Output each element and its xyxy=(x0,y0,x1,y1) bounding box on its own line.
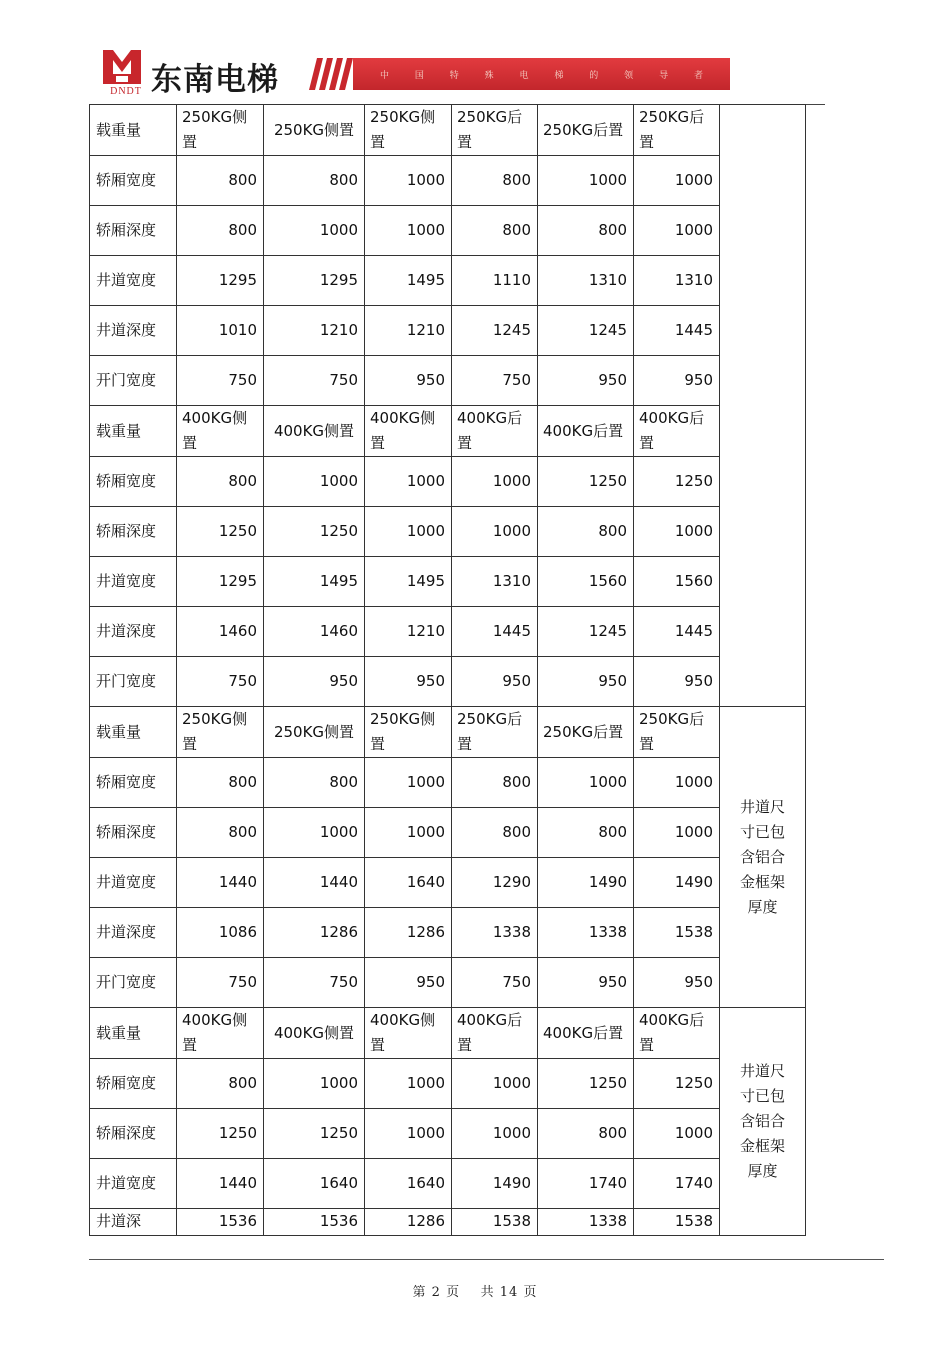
dimension-cell: 950 xyxy=(365,958,452,1008)
dimension-cell: 1000 xyxy=(634,1109,720,1159)
note-line: 含铝合 xyxy=(739,1112,785,1130)
dimension-cell: 1295 xyxy=(264,256,365,306)
dimension-cell: 1000 xyxy=(452,457,538,507)
row-label: 开门宽度 xyxy=(90,657,177,707)
note-cell-empty xyxy=(720,406,806,707)
row-label: 轿厢宽度 xyxy=(90,457,177,507)
table-row xyxy=(90,1159,806,1209)
load-config-cell: 250KG后置 xyxy=(452,707,538,758)
table-row xyxy=(90,356,806,406)
dimension-cell: 1740 xyxy=(538,1159,634,1209)
dimension-cell: 1000 xyxy=(634,808,720,858)
shaft-note xyxy=(720,1008,806,1236)
dimension-cell: 1495 xyxy=(365,256,452,306)
dimension-cell: 1538 xyxy=(634,1209,720,1236)
dimension-cell: 1250 xyxy=(634,1059,720,1109)
row-label: 井道宽度 xyxy=(90,256,177,306)
load-config-cell: 400KG后置 xyxy=(452,1008,538,1059)
slash-stripes-icon xyxy=(303,58,355,94)
load-header-row xyxy=(90,105,806,156)
dimension-cell: 950 xyxy=(264,657,365,707)
dimension-cell: 1440 xyxy=(177,1159,264,1209)
dimension-cell: 1286 xyxy=(365,1209,452,1236)
load-config-cell: 250KG后置 xyxy=(634,105,720,156)
dimension-cell: 800 xyxy=(177,808,264,858)
load-config-cell: 400KG侧置 xyxy=(365,1008,452,1059)
total-unit: 页 xyxy=(523,1285,538,1300)
table-row xyxy=(90,1059,806,1109)
dimension-cell: 1445 xyxy=(634,306,720,356)
load-config-cell: 250KG侧置 xyxy=(177,707,264,758)
note-line: 厚度 xyxy=(747,1162,778,1180)
letterhead xyxy=(95,40,735,102)
load-header-row xyxy=(90,406,806,457)
note-line: 厚度 xyxy=(747,897,778,916)
slogan-char: 梯 xyxy=(554,70,564,81)
row-label: 井道深度 xyxy=(90,908,177,958)
dimension-cell: 800 xyxy=(538,808,634,858)
dimension-cell: 800 xyxy=(264,156,365,206)
dimension-cell: 1245 xyxy=(538,306,634,356)
dimension-cell: 1210 xyxy=(365,607,452,657)
dimension-cell: 750 xyxy=(177,657,264,707)
dimension-cell: 800 xyxy=(538,507,634,557)
dimension-cell: 800 xyxy=(177,1059,264,1109)
load-config-cell: 400KG侧置 xyxy=(264,406,365,457)
dimension-cell: 1440 xyxy=(177,858,264,908)
table-row xyxy=(90,908,806,958)
total-pages: 14 xyxy=(499,1285,519,1300)
row-label: 井道宽度 xyxy=(90,557,177,607)
row-label: 载重量 xyxy=(90,1008,177,1059)
footer-divider xyxy=(89,1259,884,1260)
dimension-cell: 1000 xyxy=(365,808,452,858)
dimension-cell: 750 xyxy=(452,958,538,1008)
slogan-char: 者 xyxy=(693,70,703,81)
dimension-cell: 1440 xyxy=(264,858,365,908)
load-config-cell: 250KG后置 xyxy=(538,105,634,156)
dimension-cell: 750 xyxy=(177,958,264,1008)
dimension-cell: 1000 xyxy=(452,1059,538,1109)
row-label: 井道深度 xyxy=(90,607,177,657)
dimension-cell: 1640 xyxy=(365,1159,452,1209)
dimension-cell: 1295 xyxy=(177,557,264,607)
table-row xyxy=(90,507,806,557)
dimension-cell: 1000 xyxy=(365,1109,452,1159)
slogan-banner xyxy=(353,58,730,90)
table-row xyxy=(90,607,806,657)
dimension-cell: 1295 xyxy=(177,256,264,306)
dimension-cell: 800 xyxy=(538,1109,634,1159)
table-row xyxy=(90,657,806,707)
dimension-cell: 800 xyxy=(452,758,538,808)
load-config-cell: 400KG侧置 xyxy=(365,406,452,457)
dimension-cell: 950 xyxy=(365,657,452,707)
dimension-cell: 1000 xyxy=(365,758,452,808)
shaft-note xyxy=(720,707,806,1008)
dimension-cell: 1000 xyxy=(264,1059,365,1109)
total-label: 共 xyxy=(480,1285,495,1300)
dimension-cell: 1538 xyxy=(634,908,720,958)
dimension-cell: 1000 xyxy=(264,457,365,507)
dimension-cell: 1000 xyxy=(365,1059,452,1109)
dimension-cell: 950 xyxy=(538,958,634,1008)
slogan-char: 电 xyxy=(519,70,529,81)
dimension-cell: 1560 xyxy=(538,557,634,607)
row-label: 轿厢宽度 xyxy=(90,1059,177,1109)
slogan-char: 中 xyxy=(379,70,389,81)
table-row xyxy=(90,306,806,356)
dimension-cell: 950 xyxy=(452,657,538,707)
dimension-cell: 1490 xyxy=(538,858,634,908)
page-unit: 页 xyxy=(446,1285,461,1300)
load-config-cell: 400KG后置 xyxy=(634,406,720,457)
load-config-cell: 400KG后置 xyxy=(538,1008,634,1059)
dimension-cell: 1000 xyxy=(538,758,634,808)
dimension-cell: 1210 xyxy=(264,306,365,356)
dimension-cell: 1086 xyxy=(177,908,264,958)
dimension-cell: 1286 xyxy=(264,908,365,958)
load-config-cell: 400KG后置 xyxy=(634,1008,720,1059)
dimension-cell: 1250 xyxy=(177,1109,264,1159)
row-label: 轿厢深度 xyxy=(90,507,177,557)
page-number: 2 xyxy=(431,1285,441,1300)
dimension-cell: 1445 xyxy=(634,607,720,657)
dimension-cell: 1110 xyxy=(452,256,538,306)
load-config-cell: 400KG侧置 xyxy=(264,1008,365,1059)
dimension-cell: 1310 xyxy=(452,557,538,607)
load-config-cell: 400KG后置 xyxy=(538,406,634,457)
table-row xyxy=(90,1209,806,1236)
dimension-cell: 800 xyxy=(452,156,538,206)
dimension-cell: 800 xyxy=(452,808,538,858)
dimension-cell: 1000 xyxy=(365,507,452,557)
logo-subtitle: DNDT xyxy=(110,86,142,97)
dimension-cell: 750 xyxy=(452,356,538,406)
load-config-cell: 250KG后置 xyxy=(634,707,720,758)
dimension-cell: 950 xyxy=(634,356,720,406)
dimension-cell: 1310 xyxy=(538,256,634,306)
dimension-cell: 1640 xyxy=(264,1159,365,1209)
dimension-cell: 950 xyxy=(538,657,634,707)
slogan-char: 殊 xyxy=(484,70,494,81)
row-label: 开门宽度 xyxy=(90,356,177,406)
dimension-cell: 1000 xyxy=(538,156,634,206)
dimension-cell: 1445 xyxy=(452,607,538,657)
table-row xyxy=(90,958,806,1008)
row-label: 载重量 xyxy=(90,406,177,457)
row-label: 载重量 xyxy=(90,105,177,156)
slogan-char: 特 xyxy=(449,70,459,81)
table-row xyxy=(90,156,806,206)
dimension-cell: 1250 xyxy=(177,507,264,557)
dimension-cell: 1000 xyxy=(634,156,720,206)
dimension-cell: 800 xyxy=(264,758,365,808)
row-label: 井道宽度 xyxy=(90,1159,177,1209)
note-line: 寸已包 xyxy=(739,1087,785,1105)
page-label: 第 xyxy=(412,1285,427,1300)
dimension-cell: 1460 xyxy=(264,607,365,657)
dimension-cell: 950 xyxy=(365,356,452,406)
dimension-cell: 800 xyxy=(177,156,264,206)
table-row xyxy=(90,858,806,908)
dimension-cell: 1536 xyxy=(264,1209,365,1236)
table-row xyxy=(90,206,806,256)
row-label: 轿厢深度 xyxy=(90,808,177,858)
dimension-cell: 750 xyxy=(264,356,365,406)
load-header-row xyxy=(90,707,806,758)
dimension-cell: 800 xyxy=(177,758,264,808)
dimension-cell: 1495 xyxy=(365,557,452,607)
load-config-cell: 250KG后置 xyxy=(538,707,634,758)
row-label: 轿厢宽度 xyxy=(90,758,177,808)
dimension-cell: 1338 xyxy=(538,908,634,958)
note-line: 井道尺 xyxy=(739,1062,785,1080)
dimension-cell: 1000 xyxy=(365,206,452,256)
dimension-cell: 1286 xyxy=(365,908,452,958)
load-config-cell: 250KG侧置 xyxy=(177,105,264,156)
table-row xyxy=(90,1109,806,1159)
table-row xyxy=(90,758,806,808)
row-label: 轿厢深度 xyxy=(90,206,177,256)
slogan-char: 的 xyxy=(589,70,599,81)
table-row xyxy=(90,808,806,858)
dimension-cell: 1740 xyxy=(634,1159,720,1209)
row-label: 井道宽度 xyxy=(90,858,177,908)
dimension-cell: 1000 xyxy=(264,206,365,256)
dimension-cell: 800 xyxy=(177,457,264,507)
dimension-cell: 1245 xyxy=(538,607,634,657)
slogan-text xyxy=(353,58,730,90)
note-line: 金框架 xyxy=(739,872,785,891)
table-row xyxy=(90,557,806,607)
load-config-cell: 250KG后置 xyxy=(452,105,538,156)
dimension-cell: 1250 xyxy=(538,457,634,507)
dimension-cell: 1000 xyxy=(365,457,452,507)
load-config-cell: 400KG侧置 xyxy=(177,406,264,457)
elevator-spec-table xyxy=(89,104,806,1236)
dimension-cell: 1000 xyxy=(452,507,538,557)
dimension-cell: 1338 xyxy=(538,1209,634,1236)
note-line: 井道尺 xyxy=(739,797,785,816)
dimension-cell: 800 xyxy=(177,206,264,256)
dimension-cell: 1000 xyxy=(264,808,365,858)
dimension-cell: 1538 xyxy=(452,1209,538,1236)
dimension-cell: 1490 xyxy=(452,1159,538,1209)
dimension-cell: 950 xyxy=(634,958,720,1008)
dimension-cell: 1250 xyxy=(634,457,720,507)
dimension-cell: 750 xyxy=(264,958,365,1008)
dimension-cell: 1250 xyxy=(538,1059,634,1109)
note-line: 寸已包 xyxy=(739,822,785,841)
load-config-cell: 250KG侧置 xyxy=(365,707,452,758)
load-config-cell: 250KG侧置 xyxy=(264,707,365,758)
dimension-cell: 1000 xyxy=(634,206,720,256)
note-line: 金框架 xyxy=(739,1137,785,1155)
dimension-cell: 1495 xyxy=(264,557,365,607)
row-label: 轿厢宽度 xyxy=(90,156,177,206)
dimension-cell: 1460 xyxy=(177,607,264,657)
load-header-row xyxy=(90,1008,806,1059)
dimension-cell: 1250 xyxy=(264,507,365,557)
brand-name: 东南电梯 xyxy=(151,62,279,98)
dimension-cell: 1250 xyxy=(264,1109,365,1159)
load-config-cell: 250KG侧置 xyxy=(264,105,365,156)
dimension-cell: 1338 xyxy=(452,908,538,958)
table-row xyxy=(90,457,806,507)
load-config-cell: 400KG后置 xyxy=(452,406,538,457)
slogan-char: 国 xyxy=(414,70,424,81)
note-cell-empty xyxy=(720,105,806,406)
dimension-cell: 1536 xyxy=(177,1209,264,1236)
load-config-cell: 400KG侧置 xyxy=(177,1008,264,1059)
dimension-cell: 750 xyxy=(177,356,264,406)
row-label: 井道深度 xyxy=(90,306,177,356)
row-label: 井道深 xyxy=(90,1209,177,1236)
dimension-cell: 1210 xyxy=(365,306,452,356)
dimension-cell: 1290 xyxy=(452,858,538,908)
row-label: 载重量 xyxy=(90,707,177,758)
row-label: 轿厢深度 xyxy=(90,1109,177,1159)
row-label: 开门宽度 xyxy=(90,958,177,1008)
note-line: 含铝合 xyxy=(739,847,785,866)
dimension-cell: 1245 xyxy=(452,306,538,356)
table-row xyxy=(90,256,806,306)
dimension-cell: 950 xyxy=(538,356,634,406)
dimension-cell: 1010 xyxy=(177,306,264,356)
dimension-cell: 1310 xyxy=(634,256,720,306)
load-config-cell: 250KG侧置 xyxy=(365,105,452,156)
dimension-cell: 1560 xyxy=(634,557,720,607)
dimension-cell: 1640 xyxy=(365,858,452,908)
dimension-cell: 1000 xyxy=(452,1109,538,1159)
dimension-cell: 950 xyxy=(634,657,720,707)
slogan-char: 导 xyxy=(659,70,669,81)
dimension-cell: 1000 xyxy=(634,507,720,557)
dimension-cell: 1000 xyxy=(365,156,452,206)
dimension-cell: 1490 xyxy=(634,858,720,908)
dimension-cell: 1000 xyxy=(634,758,720,808)
dimension-cell: 800 xyxy=(538,206,634,256)
slogan-char: 领 xyxy=(624,70,634,81)
dimension-cell: 800 xyxy=(452,206,538,256)
page-footer xyxy=(0,1281,950,1300)
